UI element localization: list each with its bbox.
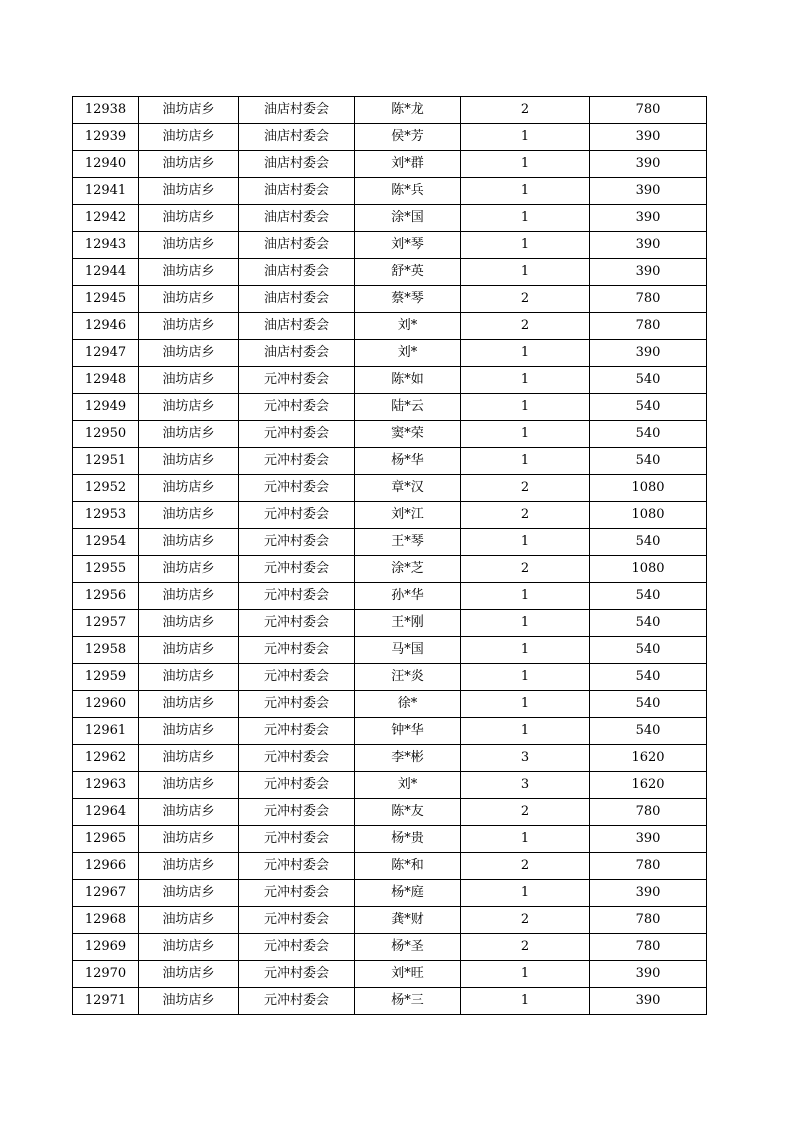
cell-count: 1 [461, 178, 590, 205]
cell-amount: 390 [590, 826, 707, 853]
cell-amount: 540 [590, 394, 707, 421]
cell-name: 杨*庭 [355, 880, 461, 907]
cell-id: 12941 [73, 178, 139, 205]
cell-village: 油店村委会 [239, 205, 355, 232]
table-row [73, 475, 707, 502]
table-row [73, 205, 707, 232]
cell-amount: 540 [590, 718, 707, 745]
cell-name: 陈*龙 [355, 97, 461, 124]
cell-id: 12943 [73, 232, 139, 259]
cell-name: 章*汉 [355, 475, 461, 502]
cell-amount: 1080 [590, 475, 707, 502]
data-table [72, 96, 707, 1015]
table-row [73, 880, 707, 907]
cell-amount: 390 [590, 151, 707, 178]
cell-township: 油坊店乡 [139, 448, 239, 475]
cell-township: 油坊店乡 [139, 529, 239, 556]
cell-township: 油坊店乡 [139, 394, 239, 421]
cell-count: 2 [461, 907, 590, 934]
cell-township: 油坊店乡 [139, 151, 239, 178]
cell-amount: 1080 [590, 502, 707, 529]
cell-township: 油坊店乡 [139, 934, 239, 961]
cell-amount: 540 [590, 610, 707, 637]
table-row [73, 394, 707, 421]
cell-village: 元冲村委会 [239, 907, 355, 934]
cell-township: 油坊店乡 [139, 502, 239, 529]
cell-id: 12959 [73, 664, 139, 691]
cell-amount: 390 [590, 232, 707, 259]
cell-id: 12949 [73, 394, 139, 421]
cell-amount: 390 [590, 205, 707, 232]
cell-township: 油坊店乡 [139, 610, 239, 637]
table-row [73, 97, 707, 124]
cell-id: 12969 [73, 934, 139, 961]
table-row [73, 367, 707, 394]
table-row [73, 502, 707, 529]
cell-village: 元冲村委会 [239, 826, 355, 853]
table-row [73, 340, 707, 367]
cell-name: 刘*旺 [355, 961, 461, 988]
table-row [73, 529, 707, 556]
cell-township: 油坊店乡 [139, 286, 239, 313]
cell-amount: 390 [590, 340, 707, 367]
table-row [73, 232, 707, 259]
cell-name: 陈*兵 [355, 178, 461, 205]
table-row [73, 259, 707, 286]
cell-township: 油坊店乡 [139, 853, 239, 880]
cell-count: 1 [461, 340, 590, 367]
cell-village: 油店村委会 [239, 340, 355, 367]
cell-id: 12962 [73, 745, 139, 772]
cell-count: 2 [461, 475, 590, 502]
cell-name: 陈*友 [355, 799, 461, 826]
cell-name: 钟*华 [355, 718, 461, 745]
cell-village: 油店村委会 [239, 178, 355, 205]
cell-name: 龚*财 [355, 907, 461, 934]
table-row [73, 934, 707, 961]
cell-township: 油坊店乡 [139, 718, 239, 745]
cell-id: 12945 [73, 286, 139, 313]
cell-id: 12952 [73, 475, 139, 502]
cell-count: 3 [461, 772, 590, 799]
cell-township: 油坊店乡 [139, 421, 239, 448]
cell-name: 陈*和 [355, 853, 461, 880]
cell-village: 元冲村委会 [239, 610, 355, 637]
cell-id: 12947 [73, 340, 139, 367]
table-row [73, 988, 707, 1015]
cell-id: 12950 [73, 421, 139, 448]
cell-village: 元冲村委会 [239, 772, 355, 799]
table-row [73, 448, 707, 475]
cell-village: 油店村委会 [239, 232, 355, 259]
table-row [73, 664, 707, 691]
cell-id: 12948 [73, 367, 139, 394]
table-row [73, 907, 707, 934]
cell-village: 油店村委会 [239, 124, 355, 151]
cell-id: 12970 [73, 961, 139, 988]
table-row [73, 637, 707, 664]
cell-township: 油坊店乡 [139, 205, 239, 232]
cell-amount: 540 [590, 583, 707, 610]
cell-township: 油坊店乡 [139, 961, 239, 988]
cell-village: 元冲村委会 [239, 583, 355, 610]
cell-village: 元冲村委会 [239, 502, 355, 529]
cell-count: 2 [461, 502, 590, 529]
cell-count: 1 [461, 880, 590, 907]
cell-count: 1 [461, 529, 590, 556]
cell-township: 油坊店乡 [139, 367, 239, 394]
cell-id: 12942 [73, 205, 139, 232]
cell-amount: 390 [590, 961, 707, 988]
cell-village: 油店村委会 [239, 97, 355, 124]
table-row [73, 718, 707, 745]
cell-village: 油店村委会 [239, 286, 355, 313]
cell-id: 12939 [73, 124, 139, 151]
cell-township: 油坊店乡 [139, 691, 239, 718]
cell-village: 元冲村委会 [239, 934, 355, 961]
cell-count: 1 [461, 448, 590, 475]
cell-id: 12957 [73, 610, 139, 637]
cell-amount: 390 [590, 880, 707, 907]
cell-township: 油坊店乡 [139, 583, 239, 610]
cell-village: 油店村委会 [239, 313, 355, 340]
cell-amount: 780 [590, 907, 707, 934]
cell-village: 元冲村委会 [239, 961, 355, 988]
cell-id: 12966 [73, 853, 139, 880]
cell-village: 元冲村委会 [239, 637, 355, 664]
cell-id: 12953 [73, 502, 139, 529]
cell-name: 刘* [355, 313, 461, 340]
cell-count: 3 [461, 745, 590, 772]
cell-township: 油坊店乡 [139, 475, 239, 502]
cell-amount: 540 [590, 637, 707, 664]
table-row [73, 826, 707, 853]
table-row [73, 556, 707, 583]
cell-township: 油坊店乡 [139, 907, 239, 934]
cell-township: 油坊店乡 [139, 313, 239, 340]
cell-village: 元冲村委会 [239, 718, 355, 745]
cell-township: 油坊店乡 [139, 232, 239, 259]
cell-name: 侯*芳 [355, 124, 461, 151]
cell-id: 12944 [73, 259, 139, 286]
cell-count: 2 [461, 286, 590, 313]
cell-amount: 540 [590, 529, 707, 556]
cell-count: 1 [461, 718, 590, 745]
cell-name: 陆*云 [355, 394, 461, 421]
table-row [73, 286, 707, 313]
cell-name: 陈*如 [355, 367, 461, 394]
cell-township: 油坊店乡 [139, 880, 239, 907]
cell-name: 杨*贵 [355, 826, 461, 853]
cell-id: 12965 [73, 826, 139, 853]
table-body [73, 97, 707, 1015]
cell-village: 元冲村委会 [239, 556, 355, 583]
cell-id: 12958 [73, 637, 139, 664]
cell-village: 元冲村委会 [239, 745, 355, 772]
cell-amount: 1620 [590, 745, 707, 772]
cell-village: 油店村委会 [239, 151, 355, 178]
cell-village: 元冲村委会 [239, 880, 355, 907]
cell-count: 1 [461, 259, 590, 286]
cell-count: 2 [461, 313, 590, 340]
cell-village: 元冲村委会 [239, 421, 355, 448]
cell-id: 12967 [73, 880, 139, 907]
cell-count: 1 [461, 205, 590, 232]
table-row [73, 691, 707, 718]
cell-count: 1 [461, 151, 590, 178]
cell-village: 元冲村委会 [239, 529, 355, 556]
cell-township: 油坊店乡 [139, 772, 239, 799]
cell-count: 1 [461, 664, 590, 691]
cell-name: 涂*国 [355, 205, 461, 232]
cell-id: 12964 [73, 799, 139, 826]
table-row [73, 961, 707, 988]
cell-village: 元冲村委会 [239, 664, 355, 691]
cell-name: 李*彬 [355, 745, 461, 772]
cell-name: 刘*琴 [355, 232, 461, 259]
cell-name: 蔡*琴 [355, 286, 461, 313]
table-row [73, 745, 707, 772]
table-row [73, 772, 707, 799]
cell-village: 元冲村委会 [239, 367, 355, 394]
cell-township: 油坊店乡 [139, 799, 239, 826]
cell-township: 油坊店乡 [139, 97, 239, 124]
cell-name: 王*刚 [355, 610, 461, 637]
table-row [73, 853, 707, 880]
cell-amount: 540 [590, 448, 707, 475]
cell-township: 油坊店乡 [139, 556, 239, 583]
cell-amount: 780 [590, 799, 707, 826]
cell-village: 元冲村委会 [239, 799, 355, 826]
cell-count: 2 [461, 556, 590, 583]
cell-id: 12938 [73, 97, 139, 124]
cell-name: 杨*三 [355, 988, 461, 1015]
cell-count: 1 [461, 421, 590, 448]
cell-id: 12955 [73, 556, 139, 583]
cell-township: 油坊店乡 [139, 637, 239, 664]
cell-township: 油坊店乡 [139, 664, 239, 691]
cell-township: 油坊店乡 [139, 124, 239, 151]
table-row [73, 178, 707, 205]
cell-name: 窦*荣 [355, 421, 461, 448]
cell-amount: 1620 [590, 772, 707, 799]
cell-name: 刘*江 [355, 502, 461, 529]
cell-amount: 780 [590, 934, 707, 961]
cell-id: 12968 [73, 907, 139, 934]
cell-village: 元冲村委会 [239, 691, 355, 718]
cell-name: 马*国 [355, 637, 461, 664]
cell-name: 刘*群 [355, 151, 461, 178]
table-row [73, 583, 707, 610]
cell-id: 12946 [73, 313, 139, 340]
cell-amount: 540 [590, 691, 707, 718]
cell-village: 油店村委会 [239, 259, 355, 286]
cell-township: 油坊店乡 [139, 178, 239, 205]
table-row [73, 799, 707, 826]
table-row [73, 610, 707, 637]
cell-id: 12956 [73, 583, 139, 610]
cell-name: 杨*圣 [355, 934, 461, 961]
cell-village: 元冲村委会 [239, 853, 355, 880]
cell-township: 油坊店乡 [139, 745, 239, 772]
cell-id: 12971 [73, 988, 139, 1015]
cell-name: 刘* [355, 340, 461, 367]
cell-village: 元冲村委会 [239, 988, 355, 1015]
cell-amount: 780 [590, 853, 707, 880]
table-row [73, 421, 707, 448]
cell-amount: 390 [590, 124, 707, 151]
cell-count: 1 [461, 826, 590, 853]
cell-name: 汪*炎 [355, 664, 461, 691]
cell-amount: 780 [590, 313, 707, 340]
cell-name: 舒*英 [355, 259, 461, 286]
cell-count: 1 [461, 610, 590, 637]
cell-id: 12940 [73, 151, 139, 178]
cell-village: 元冲村委会 [239, 475, 355, 502]
cell-id: 12963 [73, 772, 139, 799]
cell-name: 杨*华 [355, 448, 461, 475]
cell-township: 油坊店乡 [139, 826, 239, 853]
cell-township: 油坊店乡 [139, 340, 239, 367]
table-row [73, 313, 707, 340]
cell-count: 2 [461, 799, 590, 826]
cell-name: 孙*华 [355, 583, 461, 610]
cell-amount: 540 [590, 367, 707, 394]
table-row [73, 124, 707, 151]
cell-name: 徐* [355, 691, 461, 718]
cell-name: 刘* [355, 772, 461, 799]
cell-amount: 1080 [590, 556, 707, 583]
cell-count: 1 [461, 232, 590, 259]
cell-amount: 780 [590, 97, 707, 124]
cell-id: 12961 [73, 718, 139, 745]
cell-count: 1 [461, 691, 590, 718]
cell-amount: 540 [590, 664, 707, 691]
table-row [73, 151, 707, 178]
cell-id: 12951 [73, 448, 139, 475]
cell-township: 油坊店乡 [139, 259, 239, 286]
cell-count: 2 [461, 853, 590, 880]
cell-village: 元冲村委会 [239, 448, 355, 475]
cell-count: 2 [461, 97, 590, 124]
cell-count: 1 [461, 394, 590, 421]
cell-count: 1 [461, 124, 590, 151]
cell-amount: 540 [590, 421, 707, 448]
cell-township: 油坊店乡 [139, 988, 239, 1015]
cell-name: 涂*芝 [355, 556, 461, 583]
cell-name: 王*琴 [355, 529, 461, 556]
cell-count: 1 [461, 583, 590, 610]
cell-count: 1 [461, 961, 590, 988]
cell-village: 元冲村委会 [239, 394, 355, 421]
cell-count: 2 [461, 934, 590, 961]
cell-count: 1 [461, 367, 590, 394]
cell-amount: 780 [590, 286, 707, 313]
cell-amount: 390 [590, 259, 707, 286]
cell-count: 1 [461, 988, 590, 1015]
cell-amount: 390 [590, 178, 707, 205]
cell-amount: 390 [590, 988, 707, 1015]
cell-count: 1 [461, 637, 590, 664]
cell-id: 12954 [73, 529, 139, 556]
cell-id: 12960 [73, 691, 139, 718]
